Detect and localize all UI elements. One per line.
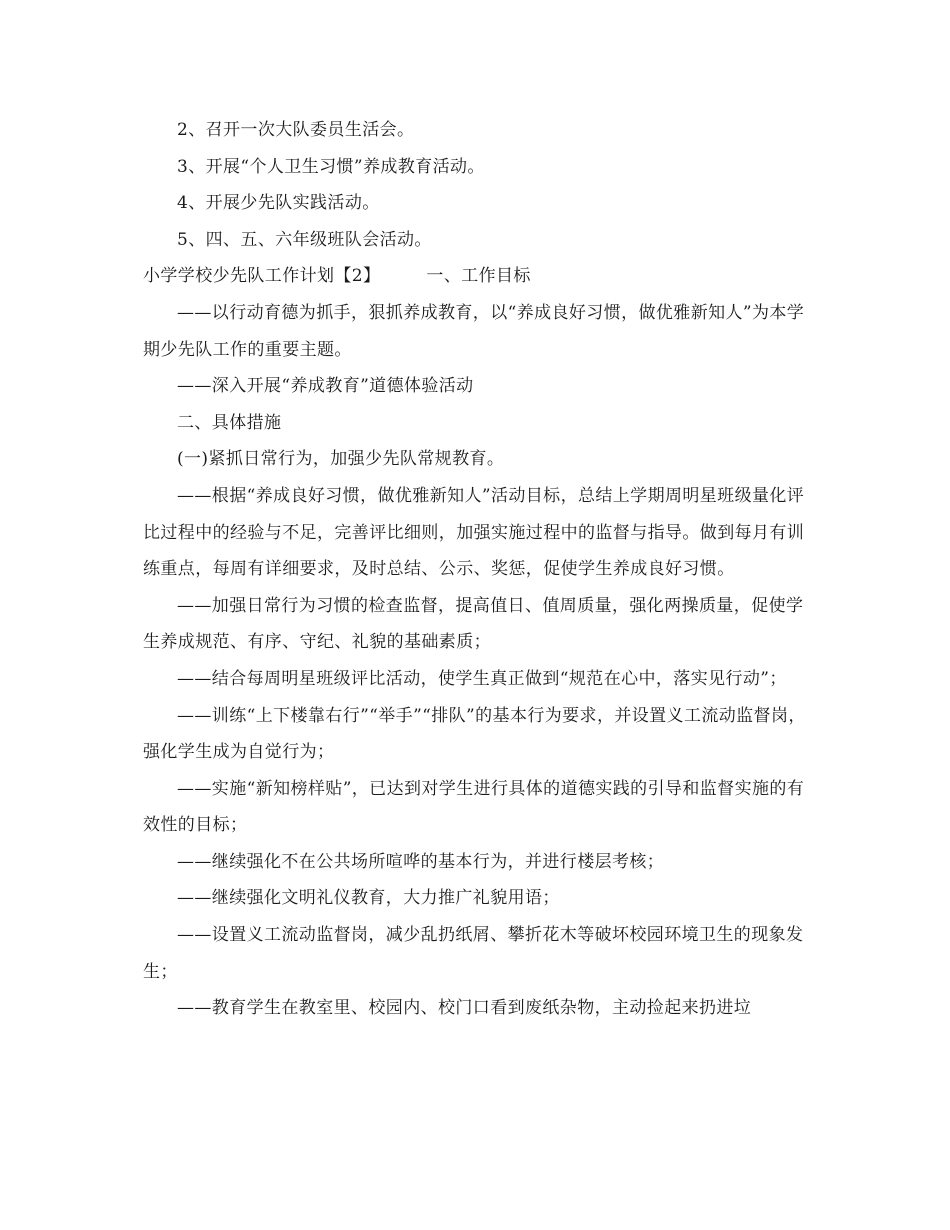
paragraph: ——继续强化不在公共场所喧哗的基本行为，并进行楼层考核； — [177, 851, 665, 872]
list-item: 3、开展“个人卫生习惯”养成教育活动。 — [177, 156, 485, 177]
paragraph: ——实施“新知榜样贴”，已达到对学生进行具体的道德实践的引导和监督实施的有效性的目标； — [143, 778, 805, 836]
paragraph: ——加强日常行为习惯的检查监督，提高值日、值周质量，强化两操质量，促使学生养成规范、有序、守纪、礼貌的基础素质； — [143, 595, 804, 653]
paragraph: ——设置义工流动监督岗，减少乱扔纸屑、攀折花木等破坏校园环境卫生的现象发生； — [143, 925, 804, 982]
paragraph: ——继续强化文明礼仪教育，大力推广礼貌用语； — [177, 888, 560, 909]
list-item: 2、召开一次大队委员生活会。 — [177, 120, 415, 140]
list-item: 4、开展少先队实践活动。 — [177, 193, 380, 214]
paragraph: ——深入开展“养成教育”道德体验活动 — [177, 376, 474, 397]
document-title: 小学学校少先队工作计划【2】 — [143, 266, 381, 287]
paragraph: ——结合每周明星班级评比活动，使学生真正做到“规范在心中，落实见行动”； — [177, 668, 787, 689]
paragraph: ——根据“养成良好习惯，做优雅新知人”活动目标，总结上学期周明星班级量化评比过程中的经验与不足，完善评比细则，加强实施过程中的监督与指导。做到每月有训练重点，每周有详细要求，及时总结、公示、奖惩，促使学生养成良好习惯。 — [143, 485, 805, 580]
section-heading-line — [143, 258, 811, 295]
paragraph: ——教育学生在教室里、校园内、校门口看到废纸杂物，主动捡起来扔进垃 — [177, 998, 752, 1019]
section-subheading: 二、具体措施 — [177, 412, 282, 433]
document-body — [143, 112, 811, 1027]
paragraph: ——以行动育德为抓手，狠抓养成教育，以“养成良好习惯，做优雅新知人”为本学期少先队工作的重要主题。 — [143, 302, 805, 360]
subsection-heading: (一)紧抓日常行为，加强少先队常规教育。 — [177, 449, 505, 470]
list-item: 5、四、五、六年级班队会活动。 — [177, 229, 432, 250]
paragraph: ——训练“上下楼靠右行”“举手”“排队”的基本行为要求，并设置义工流动监督岗，强化学生成为自觉行为； — [143, 705, 806, 763]
section-title: 一、工作目标 — [426, 266, 531, 287]
